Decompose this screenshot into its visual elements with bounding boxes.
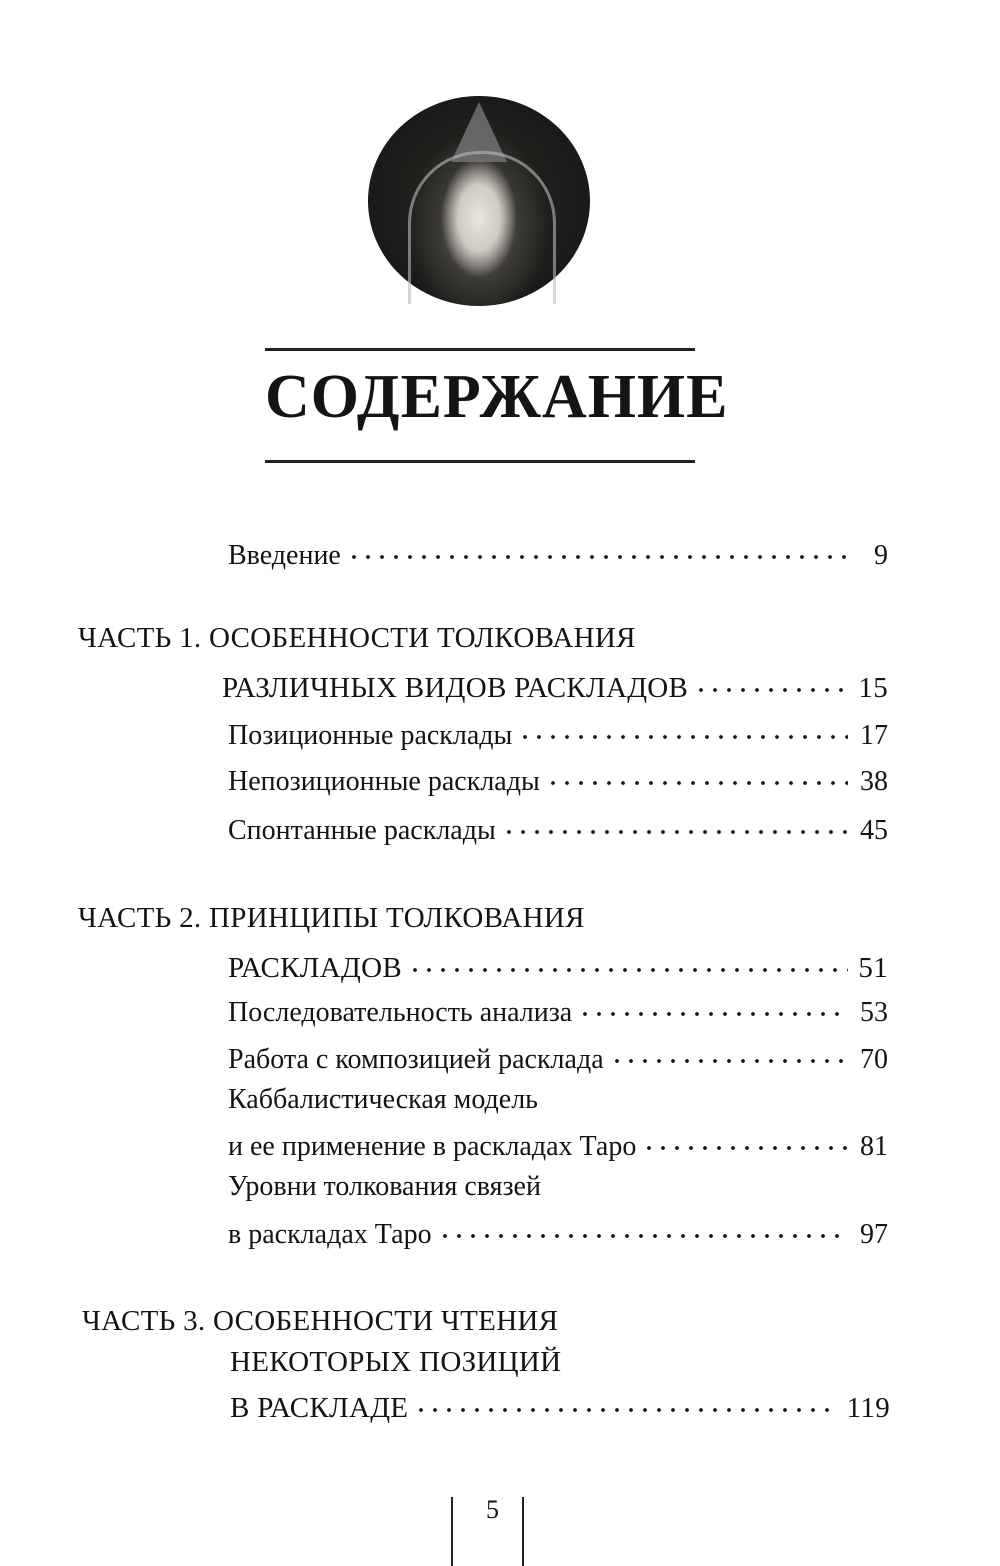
part-title-line1: ОСОБЕННОСТИ ЧТЕНИЯ (213, 1305, 559, 1337)
dot-leader (694, 663, 848, 697)
title-top-rule (265, 348, 695, 351)
toc-page-number: 81 (860, 1131, 888, 1162)
dot-leader (438, 1209, 848, 1243)
toc-part-3-continuation[interactable] (230, 1345, 561, 1379)
title-bottom-rule (265, 460, 695, 463)
page-number-right-bar (522, 1497, 524, 1566)
toc-entry-label: Спонтанные расклады (228, 815, 496, 846)
part-title-line2: РАСКЛАДОВ (228, 952, 402, 984)
part-title-line2: НЕКОТОРЫХ ПОЗИЦИЙ (230, 1346, 562, 1378)
page-title: СОДЕРЖАНИЕ (265, 363, 729, 431)
toc-entry-label: Последовательность анализа (228, 997, 573, 1028)
part-label: ЧАСТЬ 3. (82, 1305, 206, 1337)
toc-page-number: 9 (874, 540, 888, 571)
toc-entry[interactable] (228, 805, 888, 848)
part-title-line1: ОСОБЕННОСТИ ТОЛКОВАНИЯ (209, 622, 636, 654)
toc-entry[interactable] (228, 1034, 888, 1077)
part-title-line3: В РАСКЛАДЕ (230, 1392, 409, 1424)
toc-entry-label: и ее применение в раскладах Таро (228, 1131, 637, 1162)
toc-page-number: 53 (860, 997, 888, 1028)
dot-leader (502, 805, 848, 839)
toc-entry-label: Работа с композицией расклада (228, 1044, 604, 1075)
part-title-line1: ПРИНЦИПЫ ТОЛКОВАНИЯ (209, 902, 585, 934)
page-number: 5 (486, 1495, 499, 1524)
toc-part-2-heading[interactable] (78, 901, 585, 935)
toc-entry-line1[interactable] (228, 1083, 538, 1117)
dot-leader (408, 943, 848, 977)
toc-entry-introduction[interactable] (228, 530, 888, 573)
toc-part-1-heading[interactable] (78, 621, 636, 655)
part-label: ЧАСТЬ 2. (78, 902, 202, 934)
toc-page-number: 45 (860, 815, 888, 846)
toc-entry[interactable] (228, 756, 888, 799)
dot-leader (414, 1383, 836, 1417)
page-number-left-bar (451, 1497, 453, 1566)
toc-entry-label: Уровни толкования связей (228, 1171, 541, 1202)
toc-entry-label: Каббалистическая модель (228, 1084, 538, 1115)
dot-leader (578, 987, 848, 1021)
toc-page-number: 17 (860, 720, 888, 751)
dot-leader (518, 710, 848, 744)
toc-entry-label: Позиционные расклады (228, 720, 513, 751)
dot-leader (610, 1034, 848, 1068)
toc-part-2-continuation[interactable] (228, 943, 888, 985)
toc-part-3-continuation[interactable] (230, 1383, 890, 1425)
toc-part-1-continuation[interactable] (222, 663, 888, 705)
toc-page-number: 119 (846, 1392, 890, 1424)
toc-entry-label: в раскладах Таро (228, 1219, 432, 1250)
toc-entry[interactable] (228, 710, 888, 753)
toc-entry-line2[interactable] (228, 1121, 888, 1164)
toc-entry-label: Введение (228, 540, 341, 571)
toc-part-3-heading[interactable] (82, 1304, 558, 1338)
part-label: ЧАСТЬ 1. (78, 622, 202, 654)
toc-entry-line1[interactable] (228, 1170, 541, 1204)
dot-leader (347, 530, 848, 564)
veil-decoration (408, 151, 556, 304)
toc-page-number: 70 (860, 1044, 888, 1075)
toc-page-number: 51 (858, 952, 888, 984)
toc-entry-label: Непозиционные расклады (228, 766, 540, 797)
toc-page-number: 38 (860, 766, 888, 797)
part-title-line2: РАЗЛИЧНЫХ ВИДОВ РАСКЛАДОВ (222, 672, 689, 704)
toc-entry-line2[interactable] (228, 1209, 888, 1252)
dot-leader (642, 1121, 848, 1155)
toc-page-number: 15 (858, 672, 888, 704)
dot-leader (546, 756, 848, 790)
toc-entry[interactable] (228, 987, 888, 1030)
toc-page-number: 97 (860, 1219, 888, 1250)
queen-portrait-illustration (368, 96, 590, 306)
